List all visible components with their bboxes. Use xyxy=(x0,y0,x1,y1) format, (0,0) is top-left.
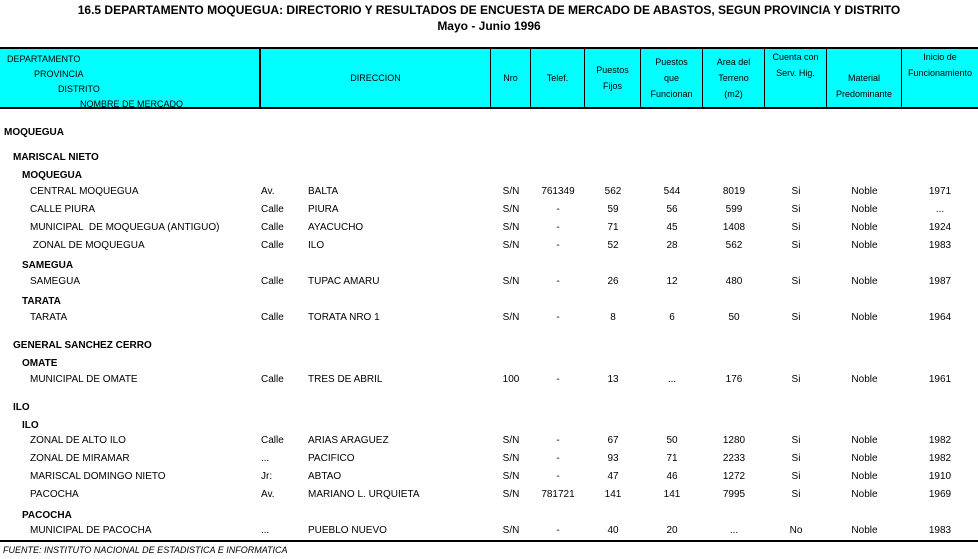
header-puestos-funcionan xyxy=(641,49,703,107)
cell-material: Noble xyxy=(851,489,878,500)
cell-fijos: 13 xyxy=(607,374,619,385)
cell-nro: S/N xyxy=(502,525,520,536)
cell-nro: S/N xyxy=(502,489,520,500)
cell-telef: - xyxy=(556,453,560,464)
cell-telef: 781721 xyxy=(541,489,575,500)
cell-func: 71 xyxy=(666,453,678,464)
cell-nombre: MUNICIPAL DE MOQUEGUA (ANTIGUO) xyxy=(30,222,220,233)
cell-fijos: 8 xyxy=(610,312,616,323)
cell-tipo: Jr: xyxy=(261,471,273,482)
cell-tipo: Calle xyxy=(261,312,284,323)
cell-func: 45 xyxy=(666,222,678,233)
group-departamento: MOQUEGUA xyxy=(4,127,64,138)
cell-calle: MARIANO L. URQUIETA xyxy=(308,489,420,500)
cell-area: 50 xyxy=(728,312,740,323)
cell-area: 480 xyxy=(725,276,743,287)
header-puestos-fijos xyxy=(585,49,641,107)
cell-tipo: Calle xyxy=(261,435,284,446)
cell-tipo: Av. xyxy=(261,186,275,197)
cell-telef: - xyxy=(556,525,560,536)
table-row xyxy=(0,201,978,219)
cell-func: 46 xyxy=(666,471,678,482)
header-area xyxy=(703,49,765,107)
header-inicio-1: Inicio de xyxy=(923,52,957,62)
table-row xyxy=(0,237,978,255)
cell-inicio: 1961 xyxy=(928,374,952,385)
cell-nro: S/N xyxy=(502,186,520,197)
cell-inicio: 1982 xyxy=(928,435,952,446)
cell-area: 599 xyxy=(725,204,743,215)
header-nombre: NOMBRE DE MERCADO xyxy=(80,99,184,109)
header-serv-hig xyxy=(765,49,827,107)
cell-telef: - xyxy=(556,471,560,482)
table-row xyxy=(0,371,978,389)
cell-nro: S/N xyxy=(502,204,520,215)
cell-area: 176 xyxy=(725,374,743,385)
group-provincia: GENERAL SANCHEZ CERRO xyxy=(13,340,152,351)
cell-nro: S/N xyxy=(502,222,520,233)
cell-serv: No xyxy=(789,525,803,536)
cell-tipo: Calle xyxy=(261,240,284,251)
cell-calle: PACIFICO xyxy=(308,453,355,464)
cell-func: 50 xyxy=(666,435,678,446)
cell-telef: - xyxy=(556,276,560,287)
cell-nro: 100 xyxy=(502,374,520,385)
source-footnote: FUENTE: INSTITUTO NACIONAL DE ESTADISTICA E INFORMATICA xyxy=(3,545,288,555)
cell-nombre: SAMEGUA xyxy=(30,276,81,287)
cell-serv: Si xyxy=(791,186,801,197)
cell-nombre: CALLE PIURA xyxy=(30,204,96,215)
cell-material: Noble xyxy=(851,453,878,464)
cell-area: 1280 xyxy=(722,435,746,446)
cell-calle: PUEBLO NUEVO xyxy=(308,525,387,536)
cell-material: Noble xyxy=(851,312,878,323)
header-serv-2: Serv. Hig. xyxy=(776,68,815,78)
cell-telef: - xyxy=(556,222,560,233)
group-distrito: TARATA xyxy=(22,296,61,307)
cell-fijos: 52 xyxy=(607,240,619,251)
cell-telef: - xyxy=(556,312,560,323)
header-puestos-func-2: que xyxy=(663,73,680,83)
group-provincia: ILO xyxy=(13,402,30,413)
cell-func: 20 xyxy=(666,525,678,536)
cell-serv: Si xyxy=(791,471,801,482)
cell-fijos: 71 xyxy=(607,222,619,233)
header-nro-label: Nro xyxy=(503,73,518,83)
cell-func: 544 xyxy=(663,186,681,197)
table-bottom-border xyxy=(0,540,978,542)
cell-fijos: 47 xyxy=(607,471,619,482)
cell-area: 1408 xyxy=(722,222,746,233)
cell-telef: - xyxy=(556,204,560,215)
cell-func: 12 xyxy=(666,276,678,287)
cell-material: Noble xyxy=(851,204,878,215)
cell-nombre: PACOCHA xyxy=(30,489,79,500)
cell-area: 7995 xyxy=(722,489,746,500)
header-area-3: (m2) xyxy=(724,89,743,99)
table-row xyxy=(0,522,978,540)
cell-calle: ILO xyxy=(308,240,325,251)
header-serv-1: Cuenta con xyxy=(772,52,819,62)
cell-inicio: 1983 xyxy=(928,525,952,536)
cell-fijos: 67 xyxy=(607,435,619,446)
cell-fijos: 93 xyxy=(607,453,619,464)
cell-inicio: 1971 xyxy=(928,186,952,197)
cell-func: 141 xyxy=(663,489,681,500)
cell-tipo: Calle xyxy=(261,204,284,215)
header-area-1: Area del xyxy=(716,57,751,67)
cell-serv: Si xyxy=(791,240,801,251)
cell-inicio: 1987 xyxy=(928,276,952,287)
table-row xyxy=(0,486,978,504)
cell-fijos: 562 xyxy=(604,186,622,197)
group-distrito: ILO xyxy=(22,420,39,431)
cell-material: Noble xyxy=(851,471,878,482)
cell-nombre: MUNICIPAL DE OMATE xyxy=(30,374,138,385)
cell-fijos: 40 xyxy=(607,525,619,536)
cell-nombre: ZONAL DE MIRAMAR xyxy=(30,453,130,464)
table-header xyxy=(0,47,978,109)
header-area-2: Terreno xyxy=(718,73,749,83)
cell-calle: AYACUCHO xyxy=(308,222,364,233)
header-location xyxy=(0,49,261,107)
cell-telef: - xyxy=(556,435,560,446)
cell-material: Noble xyxy=(851,276,878,287)
cell-telef: - xyxy=(556,240,560,251)
cell-serv: Si xyxy=(791,489,801,500)
header-distrito: DISTRITO xyxy=(58,84,100,94)
cell-area: ... xyxy=(729,525,739,536)
cell-telef: - xyxy=(556,374,560,385)
cell-material: Noble xyxy=(851,525,878,536)
cell-func: 6 xyxy=(669,312,675,323)
cell-calle: BALTA xyxy=(308,186,339,197)
cell-material: Noble xyxy=(851,186,878,197)
cell-func: ... xyxy=(667,374,677,385)
cell-nro: S/N xyxy=(502,453,520,464)
cell-material: Noble xyxy=(851,240,878,251)
cell-area: 1272 xyxy=(722,471,746,482)
cell-calle: TORATA NRO 1 xyxy=(308,312,380,323)
cell-serv: Si xyxy=(791,312,801,323)
cell-tipo: Calle xyxy=(261,276,284,287)
cell-inicio: ... xyxy=(935,204,945,215)
cell-material: Noble xyxy=(851,435,878,446)
header-nro xyxy=(491,49,531,107)
group-distrito: OMATE xyxy=(22,358,58,369)
cell-tipo: Av. xyxy=(261,489,275,500)
cell-serv: Si xyxy=(791,276,801,287)
table-row xyxy=(0,432,978,450)
cell-serv: Si xyxy=(791,374,801,385)
cell-func: 28 xyxy=(666,240,678,251)
header-material-2: Predominante xyxy=(835,89,893,99)
cell-fijos: 141 xyxy=(604,489,622,500)
table-row xyxy=(0,450,978,468)
header-material xyxy=(827,49,902,107)
header-inicio-2: Funcionamiento xyxy=(907,68,973,78)
cell-tipo: Calle xyxy=(261,222,284,233)
header-puestos-func-1: Puestos xyxy=(655,57,688,67)
table-row xyxy=(0,309,978,327)
cell-nombre: MARISCAL DOMINGO NIETO xyxy=(30,471,166,482)
header-telef xyxy=(531,49,585,107)
page-subtitle: Mayo - Junio 1996 xyxy=(437,19,541,33)
cell-nro: S/N xyxy=(502,435,520,446)
cell-calle: ARIAS ARAGUEZ xyxy=(308,435,389,446)
table-row xyxy=(0,273,978,291)
table-row xyxy=(0,468,978,486)
table-row xyxy=(0,219,978,237)
cell-nro: S/N xyxy=(502,471,520,482)
page-title: 16.5 DEPARTAMENTO MOQUEGUA: DIRECTORIO Y RESULTADOS DE ENCUESTA DE MERCADO DE ABASTOS, SEGUN PROVINCIA Y DISTRITO xyxy=(77,3,901,17)
cell-inicio: 1982 xyxy=(928,453,952,464)
cell-nro: S/N xyxy=(502,312,520,323)
cell-calle: PIURA xyxy=(308,204,339,215)
cell-calle: ABTAO xyxy=(308,471,342,482)
cell-tipo: ... xyxy=(261,525,270,536)
cell-fijos: 26 xyxy=(607,276,619,287)
cell-area: 2233 xyxy=(722,453,746,464)
cell-fijos: 59 xyxy=(607,204,619,215)
header-telef-label: Telef. xyxy=(546,73,569,83)
header-puestos-fijos-1: Puestos xyxy=(596,65,629,75)
cell-telef: 761349 xyxy=(541,186,575,197)
cell-nombre: CENTRAL MOQUEGUA xyxy=(30,186,139,197)
header-provincia: PROVINCIA xyxy=(34,69,84,79)
header-puestos-func-3: Funcionan xyxy=(650,89,693,99)
table-row xyxy=(0,183,978,201)
group-distrito: MOQUEGUA xyxy=(22,170,82,181)
cell-calle: TRES DE ABRIL xyxy=(308,374,383,385)
cell-area: 8019 xyxy=(722,186,746,197)
cell-inicio: 1969 xyxy=(928,489,952,500)
cell-material: Noble xyxy=(851,374,878,385)
header-material-1: Material xyxy=(847,73,880,83)
cell-nro: S/N xyxy=(502,276,520,287)
group-distrito: SAMEGUA xyxy=(22,260,74,271)
cell-serv: Si xyxy=(791,435,801,446)
header-inicio xyxy=(902,49,978,107)
cell-serv: Si xyxy=(791,453,801,464)
cell-inicio: 1964 xyxy=(928,312,952,323)
cell-nro: S/N xyxy=(502,240,520,251)
cell-serv: Si xyxy=(791,222,801,233)
cell-tipo: Calle xyxy=(261,374,284,385)
cell-inicio: 1910 xyxy=(928,471,952,482)
header-departamento: DEPARTAMENTO xyxy=(7,54,81,64)
cell-inicio: 1924 xyxy=(928,222,952,233)
header-direccion xyxy=(261,49,491,107)
group-provincia: MARISCAL NIETO xyxy=(13,152,99,163)
cell-func: 56 xyxy=(666,204,678,215)
cell-serv: Si xyxy=(791,204,801,215)
cell-nombre: ZONAL DE ALTO ILO xyxy=(30,435,126,446)
header-puestos-fijos-2: Fijos xyxy=(602,81,622,91)
header-direccion-label: DIRECCION xyxy=(350,73,401,83)
group-distrito: PACOCHA xyxy=(22,510,72,521)
cell-area: 562 xyxy=(725,240,743,251)
cell-tipo: ... xyxy=(261,453,270,464)
cell-nombre: MUNICIPAL DE PACOCHA xyxy=(30,525,152,536)
cell-nombre: ZONAL DE MOQUEGUA xyxy=(30,240,145,251)
cell-nombre: TARATA xyxy=(30,312,68,323)
cell-calle: TUPAC AMARU xyxy=(308,276,380,287)
cell-material: Noble xyxy=(851,222,878,233)
cell-inicio: 1983 xyxy=(928,240,952,251)
